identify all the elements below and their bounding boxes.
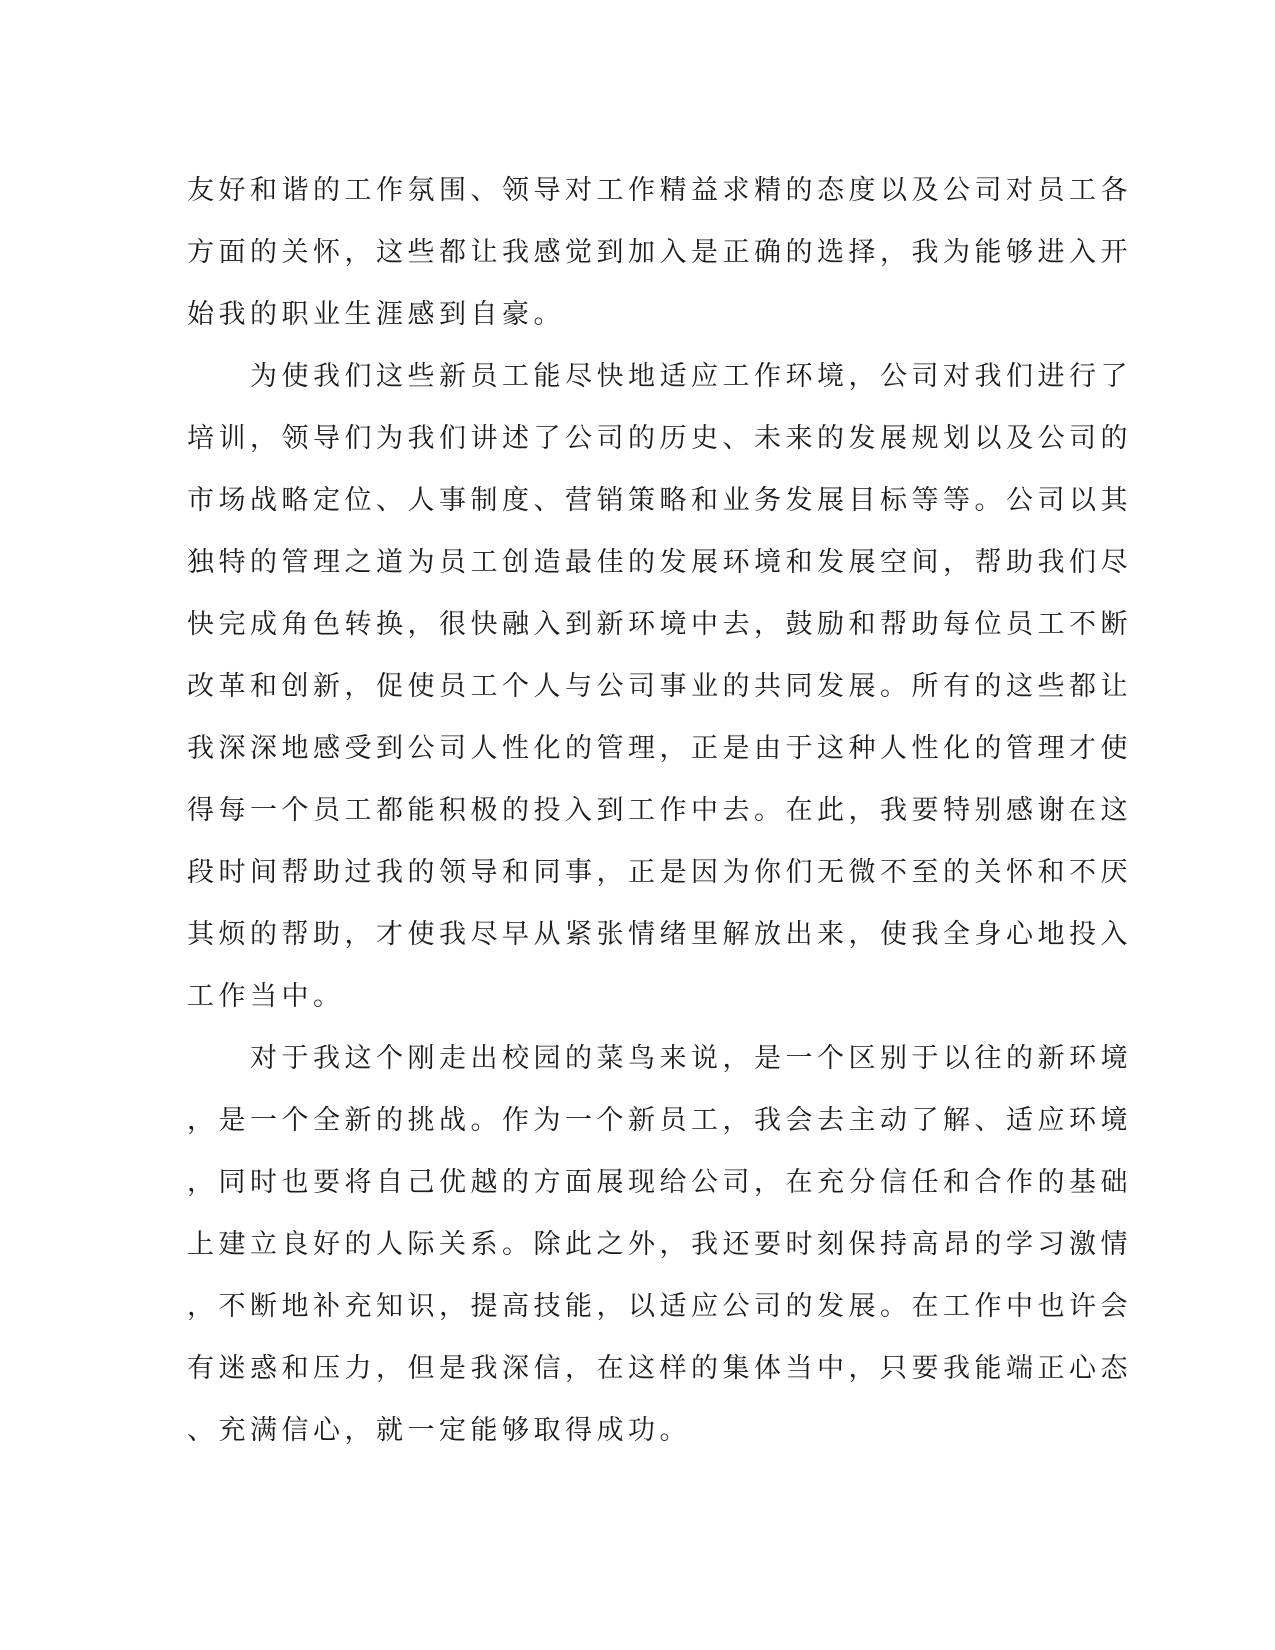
text-line: ，同时也要将自己优越的方面展现给公司，在充分信任和合作的基础 — [187, 1167, 1132, 1198]
text-line: 快完成角色转换，很快融入到新环境中去，鼓励和帮助每位员工不断 — [187, 609, 1132, 640]
text-line: 段时间帮助过我的领导和同事，正是因为你们无微不至的关怀和不厌 — [187, 857, 1132, 888]
text-line: 为使我们这些新员工能尽快地适应工作环境，公司对我们进行了 — [187, 361, 1132, 392]
text-line: 对于我这个刚走出校园的菜鸟来说，是一个区别于以往的新环境 — [187, 1043, 1132, 1074]
text-line: 上建立良好的人际关系。除此之外，我还要时刻保持高昂的学习激情 — [187, 1229, 1132, 1260]
text-line: 友好和谐的工作氛围、领导对工作精益求精的态度以及公司对员工各 — [187, 175, 1132, 206]
text-line: 独特的管理之道为员工创造最佳的发展环境和发展空间，帮助我们尽 — [187, 547, 1132, 578]
text-line: 始我的职业生涯感到自豪。 — [187, 299, 565, 330]
text-line: 得每一个员工都能积极的投入到工作中去。在此，我要特别感谢在这 — [187, 795, 1132, 826]
text-line: 、充满信心，就一定能够取得成功。 — [187, 1415, 691, 1446]
text-line: 工作当中。 — [187, 981, 345, 1012]
text-line: 方面的关怀，这些都让我感觉到加入是正确的选择，我为能够进入开 — [187, 237, 1132, 268]
text-line: 有迷惑和压力，但是我深信，在这样的集体当中，只要我能端正心态 — [187, 1353, 1132, 1384]
text-line: 改革和创新，促使员工个人与公司事业的共同发展。所有的这些都让 — [187, 671, 1132, 702]
text-line: ，不断地补充知识，提高技能，以适应公司的发展。在工作中也许会 — [187, 1291, 1132, 1322]
text-line: 其烦的帮助，才使我尽早从紧张情绪里解放出来，使我全身心地投入 — [187, 919, 1132, 950]
text-line: 市场战略定位、人事制度、营销策略和业务发展目标等等。公司以其 — [187, 485, 1132, 516]
text-line: ，是一个全新的挑战。作为一个新员工，我会去主动了解、适应环境 — [187, 1105, 1132, 1136]
body-text — [187, 160, 1132, 1462]
text-line: 我深深地感受到公司人性化的管理，正是由于这种人性化的管理才使 — [187, 733, 1132, 764]
text-line: 培训，领导们为我们讲述了公司的历史、未来的发展规划以及公司的 — [187, 423, 1132, 454]
